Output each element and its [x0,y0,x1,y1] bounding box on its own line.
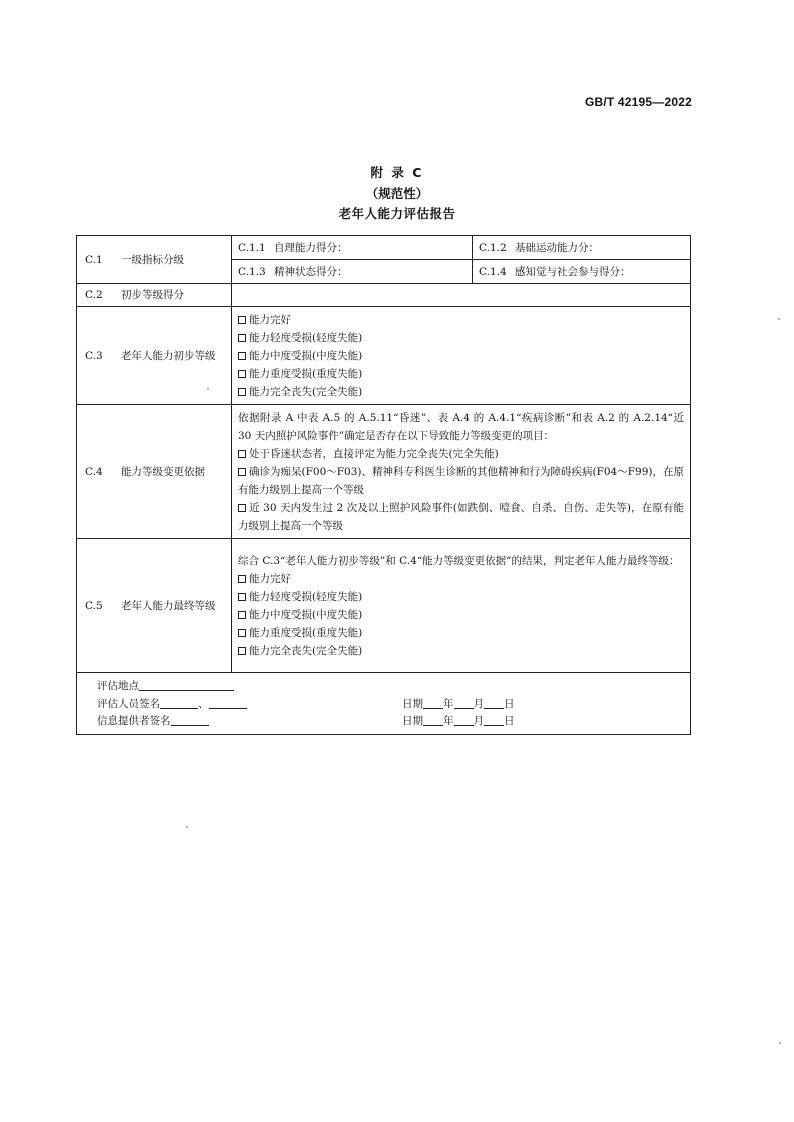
date-year-field[interactable] [423,696,443,709]
scan-speck [186,826,188,828]
standard-number: GB/T 42195—2022 [584,95,692,109]
row-c3 [77,307,691,405]
c1-4-cell[interactable] [473,260,691,284]
c5-option[interactable]: 能力完好 [238,570,684,588]
provider-label: 信息提供者签名 [97,715,171,728]
c1-3-label: 精神状态得分： [274,265,348,278]
date-month-field[interactable] [454,696,474,709]
c1-2-code: C.1.2 [479,241,507,254]
c2-code: C.2 [85,289,103,301]
place-field[interactable] [139,678,234,691]
scan-speck [778,318,780,320]
row-c5 [77,539,691,673]
c2-label-cell [77,284,232,307]
checkbox-icon[interactable] [238,647,246,655]
assessor-separator: 、 [198,697,209,710]
date-day-field[interactable] [484,713,504,726]
checkbox-icon[interactable] [238,575,246,583]
date-month-field[interactable] [454,713,474,726]
report-title: 老年人能力评估报告 [338,206,456,221]
assessor-field-1[interactable] [160,696,198,709]
c3-options-cell [232,307,691,405]
sig-line-place [77,677,690,695]
c1-2-cell[interactable] [473,236,691,260]
year-label: 年 [443,715,454,728]
c5-intro: 综合 C.3“老年人能力初步等级”和 C.4“能力等级变更依据”的结果，判定老年人能力最终等级： [238,554,680,567]
c1-1-cell[interactable] [232,236,473,260]
provider-field[interactable] [171,713,209,726]
checkbox-icon[interactable] [238,370,246,378]
sig-line-assessor [77,695,690,713]
date-year-field[interactable] [423,713,443,726]
c5-label: 老年人能力最终等级 [121,599,216,612]
assessor-label: 评估人员签名 [97,697,160,710]
checkbox-icon[interactable] [238,504,246,512]
date-day-field[interactable] [484,696,504,709]
c3-option[interactable]: 能力完全丧失(完全失能) [238,383,684,401]
c5-option[interactable]: 能力完全丧失(完全失能) [238,642,684,660]
checkbox-icon[interactable] [238,611,246,619]
c1-label: 一级指标分级 [121,253,184,266]
checkbox-icon[interactable] [238,352,246,360]
c4-intro: 依据附录 A 中表 A.5 的 A.5.11“昏迷”、表 A.4 的 A.4.1“疾病诊断”和表 A.2 的 A.2.14“近 30 天内照护风险事件”确定是否存在以下导致能力等级变更的项目： [238,411,684,442]
date-label: 日期 [402,715,423,728]
checkbox-icon[interactable] [238,316,246,324]
signature-cell [77,673,691,735]
c1-4-label: 感知觉与社会参与得分： [515,265,631,278]
checkbox-icon[interactable] [238,450,246,458]
c3-option[interactable]: 能力中度受损(中度失能) [238,347,684,365]
appendix-nature: （规范性） [365,186,429,201]
c3-code: C.3 [85,349,103,362]
appendix-title: 附 录 C [370,165,424,180]
c3-option[interactable]: 能力轻度受损(轻度失能) [238,329,684,347]
row-c4 [77,405,691,539]
checkbox-icon[interactable] [238,468,246,476]
c5-option[interactable]: 能力中度受损(中度失能) [238,606,684,624]
c1-1-code: C.1.1 [238,241,266,254]
c2-value-cell[interactable] [232,284,691,307]
c1-2-label: 基础运动能力分： [515,241,599,254]
c4-option[interactable]: 近 30 天内发生过 2 次及以上照护风险事件(如跌倒、噎食、自杀、自伤、走失等)，在原有能力级别上提高一个等级 [238,501,684,532]
c3-label: 老年人能力初步等级 [121,349,216,362]
assessor-field-2[interactable] [209,696,247,709]
year-label: 年 [443,697,454,710]
c4-code: C.4 [85,465,103,478]
c3-option[interactable]: 能力完好 [238,311,684,329]
month-label: 月 [473,715,484,728]
c4-option[interactable]: 处于昏迷状态者，直接评定为能力完全丧失(完全失能) [238,445,684,463]
row-c2 [77,284,691,307]
day-label: 日 [504,715,515,728]
c1-4-code: C.1.4 [479,265,507,278]
place-label: 评估地点 [97,680,139,693]
c4-label: 能力等级变更依据 [121,465,205,478]
sig-line-provider [77,712,690,730]
c5-code: C.5 [85,599,103,612]
day-label: 日 [504,697,515,710]
c4-content-cell [232,405,691,539]
c1-label-cell [77,236,232,284]
c1-code: C.1 [85,253,103,266]
c1-3-code: C.1.3 [238,265,266,278]
assessment-report-table [76,235,691,735]
checkbox-icon[interactable] [238,593,246,601]
checkbox-icon[interactable] [238,334,246,342]
c4-label-cell [77,405,232,539]
row-c1 [77,236,691,260]
checkbox-icon[interactable] [238,388,246,396]
c5-label-cell [77,539,232,673]
c1-1-label: 自理能力得分： [274,241,348,254]
scan-speck [779,1042,781,1044]
checkbox-icon[interactable] [238,629,246,637]
date-label: 日期 [402,697,423,710]
month-label: 月 [473,697,484,710]
c3-option[interactable]: 能力重度受损(重度失能) [238,365,684,383]
scan-speck [207,388,209,390]
c1-3-cell[interactable] [232,260,473,284]
c4-option[interactable]: 确诊为痴呆(F00～F03)、精神科专科医生诊断的其他精神和行为障碍疾病(F04～F99)，在原有能力级别上提高一个等级 [238,465,684,496]
c2-label: 初步等级得分 [121,289,184,301]
c5-option[interactable]: 能力重度受损(重度失能) [238,624,684,642]
c5-option[interactable]: 能力轻度受损(轻度失能) [238,588,684,606]
row-signatures [77,673,691,735]
c5-content-cell [232,539,691,673]
